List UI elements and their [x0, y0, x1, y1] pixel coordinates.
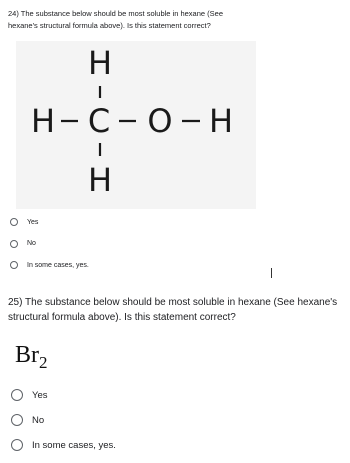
- atom-bottom-h: H: [87, 161, 113, 199]
- option-label: Yes: [32, 389, 48, 401]
- bromine-formula: [15, 340, 48, 378]
- radio-button[interactable]: [11, 414, 23, 426]
- atom-top-h: H: [87, 44, 113, 82]
- radio-button[interactable]: [10, 240, 18, 248]
- radio-button[interactable]: [10, 218, 18, 226]
- radio-button[interactable]: [10, 261, 18, 269]
- q24-option-yes[interactable]: [10, 215, 89, 229]
- question-25: [8, 295, 346, 325]
- question-25-options: [11, 388, 116, 463]
- q25-option-some-cases[interactable]: [11, 438, 116, 452]
- atom-left-h: H: [30, 102, 56, 140]
- atom-right-h: H: [208, 102, 234, 140]
- methanol-structure-diagram: [16, 41, 256, 209]
- q24-option-some-cases[interactable]: [10, 258, 89, 272]
- structural-formula-svg: [16, 41, 256, 209]
- q25-option-yes[interactable]: [11, 388, 116, 402]
- option-label: In some cases, yes.: [32, 439, 116, 451]
- q24-option-no[interactable]: [10, 237, 89, 251]
- option-label: In some cases, yes.: [27, 261, 89, 269]
- option-label: No: [27, 240, 36, 247]
- formula-subscript: 2: [39, 353, 48, 372]
- atom-oxygen: O: [147, 102, 173, 140]
- option-label: No: [32, 414, 45, 426]
- question-24-options: [10, 215, 89, 280]
- atom-center-c: C: [87, 102, 111, 140]
- radio-button[interactable]: [11, 439, 23, 451]
- question-25-text: 25) The substance below should be most soluble in hexane (See hexane's structural formula above). Is this statement correct?: [8, 297, 338, 323]
- formula-element: Br: [15, 342, 39, 368]
- radio-button[interactable]: [11, 389, 23, 401]
- question-24-text: 24) The substance below should be most soluble in hexane (See hexane's structural formula above). Is this statement correct?: [8, 9, 223, 30]
- option-label: Yes: [27, 218, 39, 226]
- q25-option-no[interactable]: [11, 413, 116, 427]
- question-24: [8, 8, 342, 32]
- text-cursor: [271, 268, 272, 278]
